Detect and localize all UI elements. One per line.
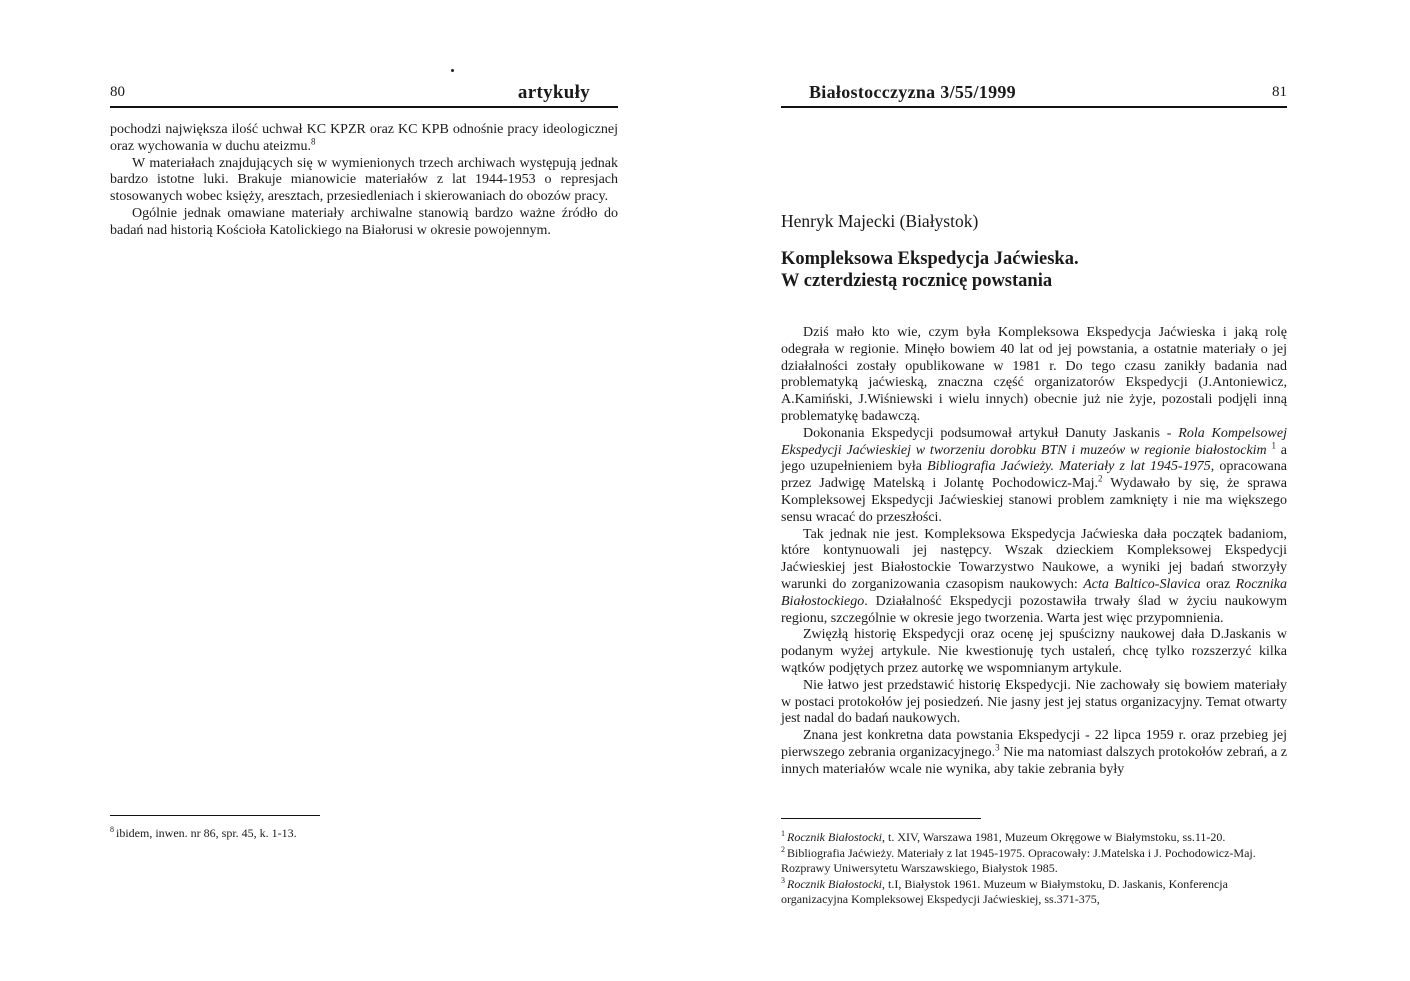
right-body-text [781,325,1287,779]
footnote-ref: 8 [310,136,316,147]
footnote-ref: 3 [995,742,1000,753]
footnote-text: ibidem, inwen. nr 86, spr. 45, k. 1-13. [116,826,297,840]
title-line: W czterdziestą rocznicę powstania [781,271,1053,291]
scan-speck [451,69,454,72]
right-page [705,0,1410,981]
page-number: 80 [110,84,125,100]
right-page-header [781,82,1287,108]
footnote-divider [110,815,320,816]
paragraph: Nie łatwo jest przedstawić historię Ekspedycji. Nie zachowały się bowiem materiały w postaci protokołów jej posiedzeń. Nie jasny jest jej status organizacyjny. Temat otwarty jest nadal do badań naukowych. [781,677,1287,727]
footnote-divider [781,818,981,819]
paragraph: Znana jest konkretna data powstania Ekspedycji - 22 lipca 1959 r. oraz przebieg jej pierwszego zebrania organizacyjnego.$^3$ Nie ma natomiast dalszych protokołów zebrań, a z innych materiałów wcale nie wynika, aby takie zebrania były [781,728,1288,777]
footnote: $^3$ Rocznik Białostocki, t.I, Białystok 1961. Muzeum w Białymstoku, D. Jaskanis, Konferencja organizacyjna Kompleksowej Ekspedycji Jaćwieskiej, ss.371-375, [781,875,1228,906]
footnote-ref: 1 [1271,439,1276,450]
paragraph: W materiałach znajdujących się w wymienionych trzech archiwach występują jednak bardzo istotne luki. Brakuje mianowicie materiałów z lat 1944-1953 o represjach stosowanych wobec księży, aresztach, przesiedleniach i skierowaniach do obozów pracy. [110,155,618,205]
paragraph: pochodzi największa ilość uchwał KC KPZR oraz KC KPB odnośnie pracy ideologicznej oraz wychowania w duchu ateizmu.$^8$ [110,122,618,154]
paragraph: Zwięzłą historię Ekspedycji oraz ocenę jej spuścizny naukowej dała D.Jaskanis w podanym wyżej artykule. Nie kwestionuję tych ustaleń, chcę tylko rozszerzyć kilka wątków podjętych przez autorkę we wspomnianym artykule. [781,627,1287,676]
footnote [110,826,510,842]
footnote-number: 8 [110,825,114,834]
paragraph: Tak jednak nie jest. Kompleksowa Ekspedycja Jaćwieska dała początek badaniom, które kontynuowali jej następcy. Wszak dzieckiem Kompleksowej Ekspedycji Jaćwieskiej jest Białostockie Towarzystwo Naukowe, a wyniki jej badań stworzyły warunki do zorganizowania czasopism naukowych: Acta Baltico-Slavica oraz Rocznika Białostockiego. Działalność Ekspedycji pozostawiła trwały ślad w życiu naukowym regionu, szczególnie w okresie jego tworzenia. Warta jest więc przypomnienia. [781,526,1287,626]
left-footnotes [110,826,510,842]
journal-title: Białostocczyzna 3/55/1999 [809,82,1016,102]
paragraph: Dokonania Ekspedycji podsumował artykuł Danuty Jaskanis - Rola Kompelsowej Ekspedycji Jaćwieskiej w tworzeniu dorobku BTN i muzeów w regionie białostockim $^1$ a jego uzupełnieniem była Bibliografia Jaćwieży. Materiały z lat 1945-1975, opracowana przez Jadwigę Matelską i Jolantę Pochodowicz-Maj.$^2$ Wydawało by się, że sprawa Kompleksowej Ekspedycji Jaćwieskiej stanowi problem zamknięty i nie ma większego sensu wracać do przeszłości. [781,425,1288,525]
footnote: $^1$ Rocznik Białostocki, t. XIV, Warszawa 1981, Muzeum Okręgowe w Białymstoku, ss.11-20. [781,829,1226,844]
right-footnotes [781,830,1287,908]
paragraph: Ogólnie jednak omawiane materiały archiwalne stanowią bardzo ważne źródło do badań nad historią Kościoła Katolickiego na Białorusi w okresie powojennym. [110,205,618,238]
paragraph: Dziś mało kto wie, czym była Kompleksowa Ekspedycja Jaćwieska i jaką rolę odegrała w regionie. Minęło bowiem 40 lat od jej powstania, a ostatnie materiały o jej działalności zostały opublikowane w 1981 r. Do tego czasu zanikły badania nad problematyką jaćwieską, znaczna część organizatorów Ekspedycji (J.Antoniewicz, A.Kamiński, J.Wiśniewski i wielu innych) obecnie już nie żyje, pozostali podjęli inną problematykę badawczą. [781,325,1287,424]
article-author: Henryk Majecki (Białystok) [781,211,979,231]
footnote-ref: 2 [1098,473,1103,484]
left-page-header [110,82,618,108]
title-line: Kompleksowa Ekspedycja Jaćwieska. [781,249,1079,269]
footnote: $^2$ Bibliografia Jaćwieży. Materiały z lat 1945-1975. Opracowały: J.Matelska i J. Pochodowicz-Maj. Rozprawy Uniwersytetu Warszawskiego, Białystok 1985. [781,844,1256,875]
left-body-text [110,122,618,240]
page-number: 81 [1272,84,1287,100]
article-title [781,248,1079,292]
section-title: artykuły [517,82,590,103]
